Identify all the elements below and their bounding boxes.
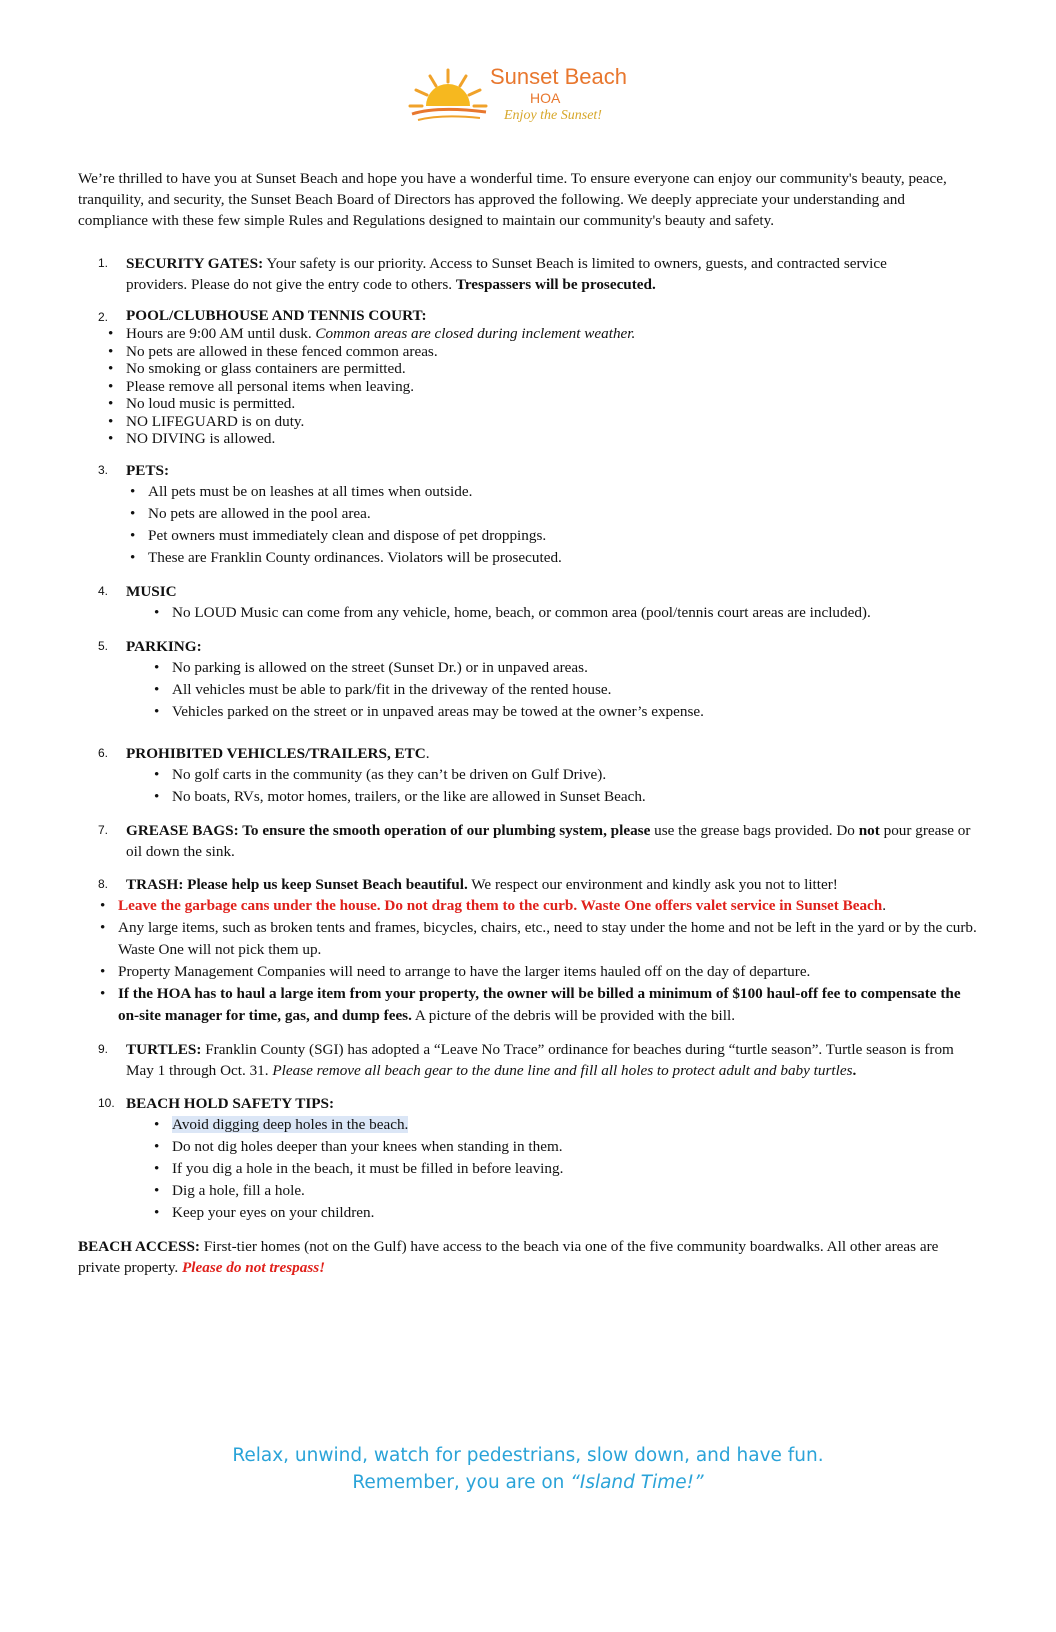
rule-pool xyxy=(78,307,978,448)
rule-number: 5. xyxy=(98,638,109,653)
beach-access-paragraph: BEACH ACCESS: First-tier homes (not on the Gulf) have access to the beach via one of the five community boardwalks. All other areas are private property. Please do not trespass! xyxy=(78,1237,939,1276)
rules-document xyxy=(78,168,978,1293)
closing-line-2: Remember, you are on “Island Time!” xyxy=(352,1472,704,1493)
list-item: • If you dig a hole in the beach, it must be filled in before leaving. xyxy=(150,1158,978,1180)
rule-heading: MUSIC xyxy=(126,582,177,600)
rule-bold-text: Trespassers will be prosecuted. xyxy=(455,276,656,293)
trash-rules-list xyxy=(96,895,978,1027)
vehicles-rules-list xyxy=(150,764,978,808)
logo-tagline: Enjoy the Sunset! xyxy=(504,108,602,123)
rule-heading: SECURITY GATES: xyxy=(126,255,264,272)
sun-icon xyxy=(408,66,490,126)
rule-number: 4. xyxy=(98,583,109,598)
rule-number: 6. xyxy=(98,745,109,760)
rule-heading: GREASE BAGS: To ensure the smooth operation of our plumbing system, please xyxy=(126,821,651,839)
list-item: • No smoking or glass containers are permitted. xyxy=(104,360,978,378)
rule-heading: TRASH: Please help us keep Sunset Beach beautiful. xyxy=(126,875,468,893)
no-trespass-notice: Please do not trespass! xyxy=(182,1258,326,1276)
hoa-logo xyxy=(408,60,648,132)
island-time: “Island Time!” xyxy=(570,1472,704,1493)
music-rules-list xyxy=(150,602,978,624)
highlighted-text: Avoid digging deep holes in the beach. xyxy=(172,1115,409,1133)
closing-message xyxy=(0,1442,1056,1496)
list-item: • If the HOA has to haul a large item from your property, the owner will be billed a minimum of $100 haul-off fee to compensate the on-site manager for time, gas, and dump fees. A picture of the debris will be provided with the bill. xyxy=(96,983,978,1027)
rule-number: 3. xyxy=(98,462,109,477)
list-item: • NO DIVING is allowed. xyxy=(104,430,978,448)
list-item: • Pet owners must immediately clean and dispose of pet droppings. xyxy=(126,525,978,547)
list-item: • All vehicles must be able to park/fit in the driveway of the rented house. xyxy=(150,679,978,701)
rule-grease-bags: 7. GREASE BAGS: To ensure the smooth operation of our plumbing system, please use the grease bags provided. Do not pour grease or oil down the sink. xyxy=(98,821,971,860)
rule-trash: 8. TRASH: Please help us keep Sunset Beach beautiful. We respect our environment and kindly ask you not to litter! • Leave the garbage cans under the house. Do not drag them to the curb. Waste One offers valet service in Sunset Beach. • Any large items, such as broken tents and frames, bicycles, chairs, etc., need to stay under the home and not be left in the yard or by the curb. Waste One will not pick them up. • Property Management Companies will need to arrange to have the larger items hauled off on the day of departure. • If the HOA has to haul a large item from your property, the owner will be billed a minimum of $100 haul-off fee to compensate the on-site manager for time, gas, and dump fees. A picture of the debris will be provided with the bill. xyxy=(78,874,978,1027)
list-item: • These are Franklin County ordinances. Violators will be prosecuted. xyxy=(126,547,978,569)
list-item: • Vehicles parked on the street or in unpaved areas may be towed at the owner’s expense. xyxy=(150,701,978,723)
parking-rules-list xyxy=(150,657,978,723)
list-item: • NO LIFEGUARD is on duty. xyxy=(104,413,978,431)
list-item: • Hours are 9:00 AM until dusk. Common areas are closed during inclement weather. xyxy=(104,325,978,343)
list-item: • Any large items, such as broken tents and frames, bicycles, chairs, etc., need to stay under the home and not be left in the yard or by the curb. Waste One will not pick them up. xyxy=(96,917,978,961)
list-item: • Please remove all personal items when leaving. xyxy=(104,378,978,396)
rule-parking xyxy=(78,636,978,723)
rule-beach-safety xyxy=(78,1093,978,1224)
rule-number: 9. xyxy=(98,1041,109,1056)
list-item: • No parking is allowed on the street (Sunset Dr.) or in unpaved areas. xyxy=(150,657,978,679)
intro-paragraph: We’re thrilled to have you at Sunset Beach and hope you have a wonderful time. To ensure everyone can enjoy our community's beauty, peace, tranquility, and security, the Sunset Beach Board of Directors has approved the following. We deeply appreciate your understanding and compliance with these few simple Rules and Regulations designed to maintain our community's beauty and safety. xyxy=(78,170,947,229)
rule-heading: POOL/CLUBHOUSE AND TENNIS COURT: xyxy=(126,307,427,324)
rule-turtles: 9. TURTLES: Franklin County (SGI) has adopted a “Leave No Trace” ordinance for beaches during “turtle season”. Turtle season is from May 1 through Oct. 31. Please remove all beach gear to the dune line and fill all holes to protect adult and baby turtles. xyxy=(98,1040,954,1079)
list-item: • Leave the garbage cans under the house. Do not drag them to the curb. Waste One offers valet service in Sunset Beach. xyxy=(96,895,978,917)
rule-heading: PROHIBITED VEHICLES/TRAILERS, ETC xyxy=(126,744,426,762)
pool-rules-list xyxy=(104,325,978,448)
list-item xyxy=(150,1114,978,1136)
list-item: • Property Management Companies will need to arrange to have the larger items hauled off on the day of departure. xyxy=(96,961,978,983)
rule-number: 10. xyxy=(98,1095,115,1110)
logo-hoa: HOA xyxy=(530,90,561,106)
list-item: • No pets are allowed in these fenced common areas. xyxy=(104,343,978,361)
rule-number: 7. xyxy=(98,822,109,837)
list-item: • No golf carts in the community (as they can’t be driven on Gulf Drive). xyxy=(150,764,978,786)
rule-pets xyxy=(78,460,978,569)
list-item: • Keep your eyes on your children. xyxy=(150,1202,978,1224)
rule-security-gates xyxy=(78,253,926,295)
rule-number: 2. xyxy=(98,310,109,324)
list-item: • Dig a hole, fill a hole. xyxy=(150,1180,978,1202)
closing-line-1: Relax, unwind, watch for pedestrians, slow down, and have fun. xyxy=(232,1445,824,1466)
rule-heading: PETS: xyxy=(126,461,170,479)
rule-music xyxy=(78,581,978,624)
list-item: • No LOUD Music can come from any vehicle, home, beach, or common area (pool/tennis court areas are included). xyxy=(150,602,978,624)
valet-service-notice: Leave the garbage cans under the house. Do not drag them to the curb. Waste One offers valet service in Sunset Beach xyxy=(118,896,883,914)
list-item: • Do not dig holes deeper than your knees when standing in them. xyxy=(150,1136,978,1158)
rule-number: 1. xyxy=(98,256,109,270)
rule-heading: TURTLES: xyxy=(126,1040,202,1058)
rule-heading: PARKING: xyxy=(126,637,202,655)
beach-safety-list xyxy=(150,1114,978,1224)
rule-prohibited-vehicles: 6. PROHIBITED VEHICLES/TRAILERS, ETC. • No golf carts in the community (as they can’t be driven on Gulf Drive). • No boats, RVs, motor homes, trailers, or the like are allowed in Sunset Beach. xyxy=(78,743,978,808)
list-item: • No loud music is permitted. xyxy=(104,395,978,413)
pets-rules-list xyxy=(126,481,978,569)
list-item: • No pets are allowed in the pool area. xyxy=(126,503,978,525)
list-item: • All pets must be on leashes at all times when outside. xyxy=(126,481,978,503)
rule-text: Your safety is our priority. Access to Sunset Beach is limited to owners, guests, and contracted service providers. Please do not give the entry code to others. xyxy=(126,255,887,293)
beach-access-heading: BEACH ACCESS: xyxy=(78,1237,200,1255)
rule-heading: BEACH HOLD SAFETY TIPS: xyxy=(126,1094,335,1112)
rule-number: 8. xyxy=(98,876,109,891)
list-item: • No boats, RVs, motor homes, trailers, or the like are allowed in Sunset Beach. xyxy=(150,786,978,808)
logo-title: Sunset Beach xyxy=(490,64,627,89)
